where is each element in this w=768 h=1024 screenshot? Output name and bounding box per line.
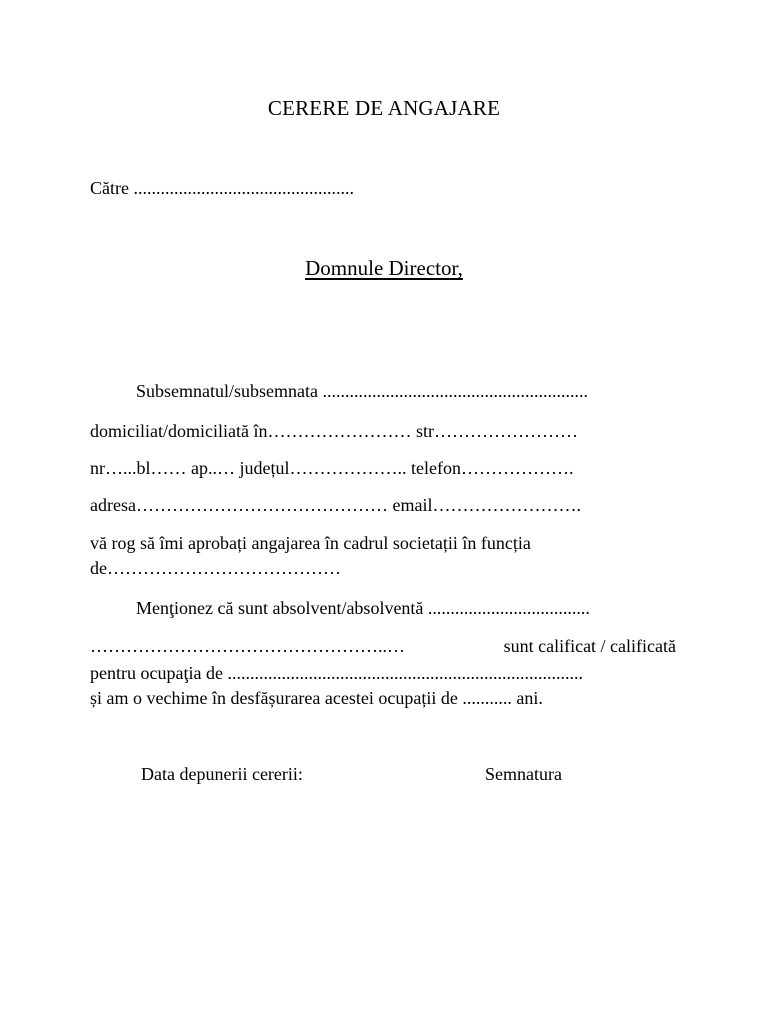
salutation bbox=[0, 256, 768, 281]
body-line-2: domiciliat/domiciliată în…………………… str…………………… bbox=[90, 421, 578, 441]
body-line-8-dots: …………………………………………..… bbox=[90, 636, 405, 656]
body-line-3: nr…...bl…… ap..… județul……………….. telefon………………. bbox=[90, 458, 574, 478]
body-line-6: de………………………………… bbox=[90, 558, 341, 578]
body-line-5: vă rog să îmi aprobați angajarea în cadrul societații în funcția bbox=[90, 533, 531, 553]
body-line-1: Subsemnatul/subsemnata ........................................................... bbox=[136, 381, 588, 401]
body-line-4: adresa…………………………………… email……………………. bbox=[90, 495, 581, 515]
body-line-9: pentru ocupaţia de ............................................................................... bbox=[90, 663, 583, 683]
signature-label: Semnatura bbox=[485, 764, 562, 784]
body-line-7: Menţionez că sunt absolvent/absolventă .................................... bbox=[136, 598, 590, 618]
body-line-8-qualified: sunt calificat / calificată bbox=[503, 636, 676, 656]
addressee-line: Către ................................................. bbox=[90, 178, 354, 198]
submission-date-label: Data depunerii cererii: bbox=[141, 764, 303, 784]
document-title: CERERE DE ANGAJARE bbox=[267, 96, 501, 120]
body-line-10: și am o vechime în desfășurarea acestei ocupații de ........... ani. bbox=[90, 688, 543, 708]
body-line-8 bbox=[90, 635, 676, 657]
salutation-text: Domnule Director, bbox=[305, 256, 463, 280]
